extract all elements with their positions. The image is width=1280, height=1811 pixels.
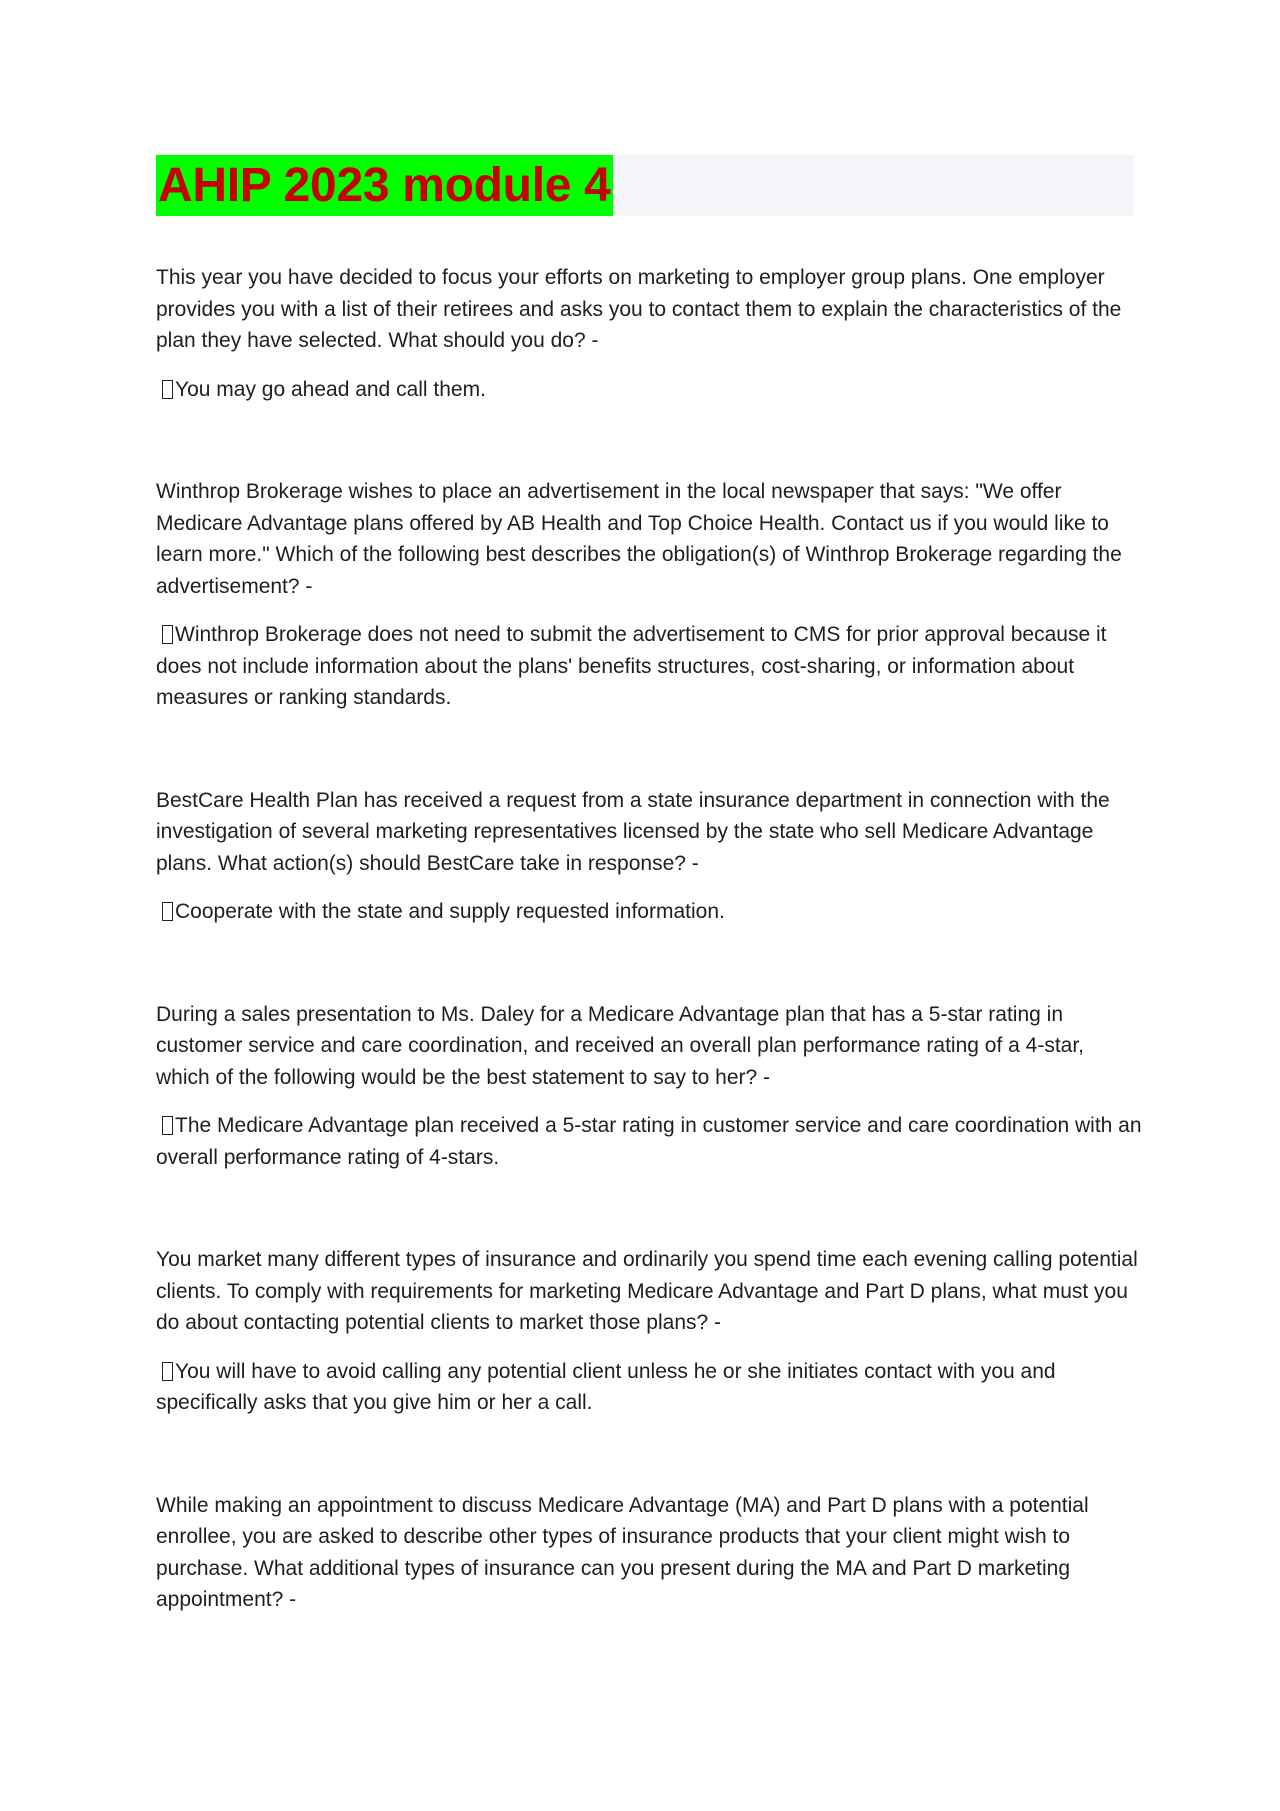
question-text: Winthrop Brokerage wishes to place an advertisement in the local newspaper that says: "We offer Medicare Advantage plans offered by AB Health and Top Choice Health. Contact us if you would like to learn more." Which of the following best describes the obligation(s) of Winthrop Brokerage regarding the advertisement? - — [156, 480, 1122, 598]
answer-paragraph — [156, 1356, 1142, 1419]
answer-text: You will have to avoid calling any potential client unless he or she initiates contact with you and specifically asks that you give him or her a call. — [156, 1359, 1056, 1414]
qa-item — [156, 999, 1142, 1174]
missing-glyph-box-icon — [162, 1362, 173, 1381]
qa-item — [156, 476, 1142, 714]
missing-glyph-box-icon — [162, 1116, 173, 1135]
qa-item — [156, 1490, 1142, 1616]
question-text: You market many different types of insurance and ordinarily you spend time each evening calling potential clients. To comply with requirements for marketing Medicare Advantage and Part D plans, what must you do about contacting potential clients to market those plans? - — [156, 1248, 1138, 1334]
qa-item — [156, 785, 1142, 928]
qa-item — [156, 262, 1142, 405]
answer-paragraph — [156, 1110, 1142, 1173]
missing-glyph-box-icon — [162, 380, 173, 399]
answer-text: Cooperate with the state and supply requested information. — [175, 900, 725, 923]
missing-glyph-box-icon — [162, 902, 173, 921]
question-text: This year you have decided to focus your efforts on marketing to employer group plans. One employer provides you with a list of their retirees and asks you to contact them to explain the characteristics of the plan they have selected. What should you do? - — [156, 266, 1122, 352]
answer-paragraph — [156, 619, 1142, 714]
question-text: During a sales presentation to Ms. Daley for a Medicare Advantage plan that has a 5-star rating in customer service and care coordination, and received an overall plan performance rating of a 4-star, which of the following would be the best statement to say to her? - — [156, 1002, 1084, 1089]
answer-text: Winthrop Brokerage does not need to submit the advertisement to CMS for prior approval because it does not include information about the plans' benefits structures, cost-sharing, or information about measures or ranking standards. — [156, 623, 1107, 709]
qa-list — [156, 262, 1142, 1687]
document-title: AHIP 2023 module 4 — [156, 155, 613, 216]
missing-glyph-box-icon — [162, 625, 173, 644]
answer-paragraph — [156, 896, 1142, 928]
answer-paragraph — [156, 374, 1142, 406]
question-text: While making an appointment to discuss Medicare Advantage (MA) and Part D plans with a potential enrollee, you are asked to describe other types of insurance products that your client might wish to purchase. What additional types of insurance can you present during the MA and Part D marketing appointment? - — [156, 1493, 1089, 1611]
answer-text: The Medicare Advantage plan received a 5-star rating in customer service and care coordination with an overall performance rating of 4-stars. — [156, 1114, 1142, 1169]
answer-text: You may go ahead and call them. — [175, 377, 486, 401]
qa-item — [156, 1244, 1142, 1419]
question-text: BestCare Health Plan has received a request from a state insurance department in connection with the investigation of several marketing representatives licensed by the state who sell Medicare Advantage plans. What action(s) should BestCare take in response? - — [156, 788, 1110, 875]
